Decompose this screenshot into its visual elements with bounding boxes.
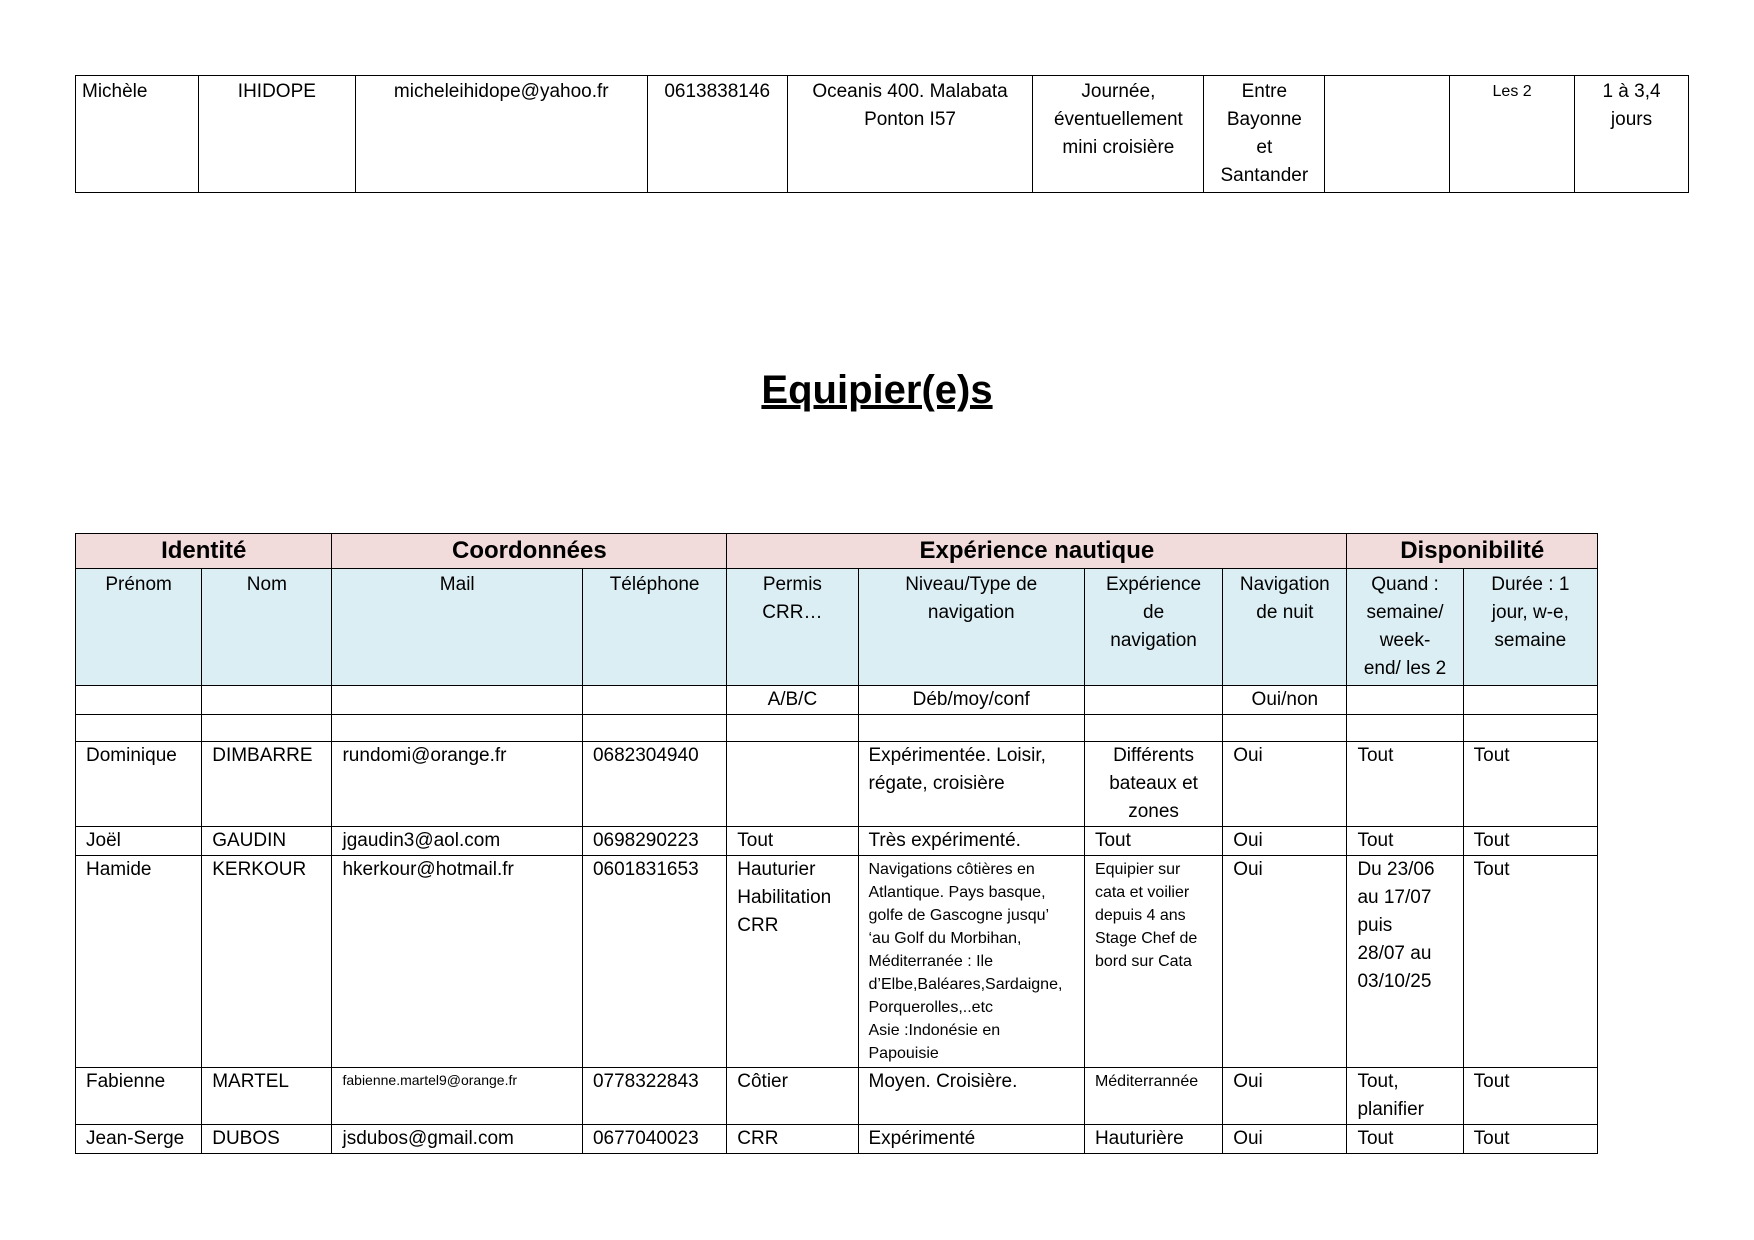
cell-prenom: Jean-Serge <box>76 1125 202 1154</box>
cell-nom: KERKOUR <box>202 856 332 1068</box>
cell-niveau: Expérimentée. Loisir, régate, croisière <box>858 742 1084 827</box>
cell-mail: hkerkour@hotmail.fr <box>332 856 582 1068</box>
group-disponibilite: Disponibilité <box>1347 534 1598 569</box>
cell-niveau: Expérimenté <box>858 1125 1084 1154</box>
cell-nuit: Oui <box>1223 856 1347 1068</box>
cell-experience: Tout <box>1084 827 1222 856</box>
hint-row <box>76 686 1598 715</box>
cell-niveau: Navigations côtières en Atlantique. Pays basque, golfe de Gascogne jusqu’ ‘au Golf du Morbihan, Méditerranée : Ile d’Elbe,Baléares,Sardaigne, Porquerolles,..etc Asie :Indonésie en Papouisie <box>858 856 1084 1068</box>
cell-mail: jgaudin3@aol.com <box>332 827 582 856</box>
group-identite: Identité <box>76 534 332 569</box>
skipper-telephone: 0613838146 <box>647 76 787 193</box>
cell-nom: DIMBARRE <box>202 742 332 827</box>
skipper-table <box>75 75 1689 193</box>
cell-duree: Tout <box>1463 1068 1597 1125</box>
cell-experience: Différents bateaux et zones <box>1084 742 1222 827</box>
cell-prenom: Dominique <box>76 742 202 827</box>
header-nuit: Navigation de nuit <box>1223 569 1347 686</box>
cell-telephone: 0601831653 <box>582 856 726 1068</box>
skipper-type: Journée, éventuellement mini croisière <box>1033 76 1204 193</box>
header-niveau: Niveau/Type de navigation <box>858 569 1084 686</box>
cell-telephone: 0677040023 <box>582 1125 726 1154</box>
cell-quand: Du 23/06 au 17/07 puis 28/07 au 03/10/25 <box>1347 856 1463 1068</box>
header-permis: Permis CRR… <box>727 569 858 686</box>
cell-permis: CRR <box>727 1125 858 1154</box>
cell-quand: Tout, planifier <box>1347 1068 1463 1125</box>
header-mail: Mail <box>332 569 582 686</box>
skipper-nom: IHIDOPE <box>198 76 355 193</box>
header-telephone: Téléphone <box>582 569 726 686</box>
cell-prenom: Hamide <box>76 856 202 1068</box>
group-experience: Expérience nautique <box>727 534 1347 569</box>
cell-nuit: Oui <box>1223 1125 1347 1154</box>
cell-mail: jsdubos@gmail.com <box>332 1125 582 1154</box>
cell-nom: MARTEL <box>202 1068 332 1125</box>
cell-duree: Tout <box>1463 1125 1597 1154</box>
cell-permis <box>727 742 858 827</box>
cell-duree: Tout <box>1463 827 1597 856</box>
cell-prenom: Joël <box>76 827 202 856</box>
column-header-row <box>76 569 1598 686</box>
skipper-quand: Les 2 <box>1450 76 1575 193</box>
skipper-mail: micheleihidope@yahoo.fr <box>355 76 647 193</box>
cell-prenom: Fabienne <box>76 1068 202 1125</box>
cell-permis: Tout <box>727 827 858 856</box>
table-row <box>76 827 1598 856</box>
cell-quand: Tout <box>1347 827 1463 856</box>
skipper-row <box>76 76 1689 193</box>
header-prenom: Prénom <box>76 569 202 686</box>
cell-permis: Hauturier Habilitation CRR <box>727 856 858 1068</box>
group-coordonnees: Coordonnées <box>332 534 727 569</box>
cell-mail: fabienne.martel9@orange.fr <box>332 1068 582 1125</box>
group-header-row <box>76 534 1598 569</box>
cell-permis: Côtier <box>727 1068 858 1125</box>
cell-experience: Hauturière <box>1084 1125 1222 1154</box>
cell-nuit: Oui <box>1223 827 1347 856</box>
skipper-empty-cell <box>1325 76 1450 193</box>
cell-nom: DUBOS <box>202 1125 332 1154</box>
cell-niveau: Très expérimenté. <box>858 827 1084 856</box>
cell-nuit: Oui <box>1223 1068 1347 1125</box>
table-row <box>76 856 1598 1068</box>
cell-experience: Equipier sur cata et voilier depuis 4 ans Stage Chef de bord sur Cata <box>1084 856 1222 1068</box>
cell-mail: rundomi@orange.fr <box>332 742 582 827</box>
hint-niveau: Déb/moy/conf <box>858 686 1084 715</box>
skipper-duree: 1 à 3,4 jours <box>1575 76 1689 193</box>
header-experience: Expérience de navigation <box>1084 569 1222 686</box>
table-row <box>76 1125 1598 1154</box>
cell-telephone: 0698290223 <box>582 827 726 856</box>
cell-experience: Méditerrannée <box>1084 1068 1222 1125</box>
header-nom: Nom <box>202 569 332 686</box>
hint-nuit: Oui/non <box>1223 686 1347 715</box>
crew-table <box>75 533 1598 1154</box>
skipper-zone: Entre Bayonne et Santander <box>1204 76 1325 193</box>
header-duree: Durée : 1 jour, w-e, semaine <box>1463 569 1597 686</box>
blank-row <box>76 715 1598 742</box>
cell-telephone: 0682304940 <box>582 742 726 827</box>
cell-duree: Tout <box>1463 742 1597 827</box>
cell-duree: Tout <box>1463 856 1597 1068</box>
header-quand: Quand : semaine/ week- end/ les 2 <box>1347 569 1463 686</box>
page-title: Equipier(e)s <box>761 368 993 412</box>
cell-telephone: 0778322843 <box>582 1068 726 1125</box>
cell-nom: GAUDIN <box>202 827 332 856</box>
table-row <box>76 742 1598 827</box>
hint-permis: A/B/C <box>727 686 858 715</box>
skipper-prenom: Michèle <box>76 76 199 193</box>
table-row <box>76 1068 1598 1125</box>
cell-quand: Tout <box>1347 742 1463 827</box>
skipper-bateau: Oceanis 400. Malabata Ponton I57 <box>787 76 1033 193</box>
cell-nuit: Oui <box>1223 742 1347 827</box>
cell-quand: Tout <box>1347 1125 1463 1154</box>
cell-niveau: Moyen. Croisière. <box>858 1068 1084 1125</box>
